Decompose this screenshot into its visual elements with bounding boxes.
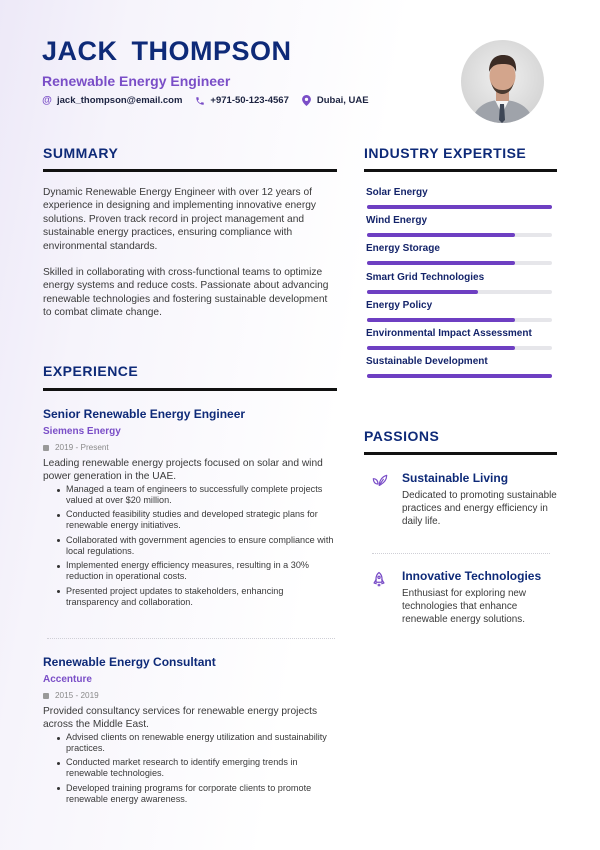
- email-text: jack_thompson@email.com: [57, 95, 183, 106]
- passion-title: Sustainable Living: [402, 471, 509, 485]
- job-company: Accenture: [43, 674, 92, 685]
- expertise-heading: INDUSTRY EXPERTISE: [364, 145, 527, 161]
- summary-heading: SUMMARY: [43, 145, 119, 161]
- skill-item: [366, 243, 552, 271]
- skill-bar-track: [367, 233, 552, 237]
- passions-rule: [364, 452, 557, 455]
- phone-text: +971-50-123-4567: [210, 95, 289, 106]
- job-bullets: [43, 732, 338, 805]
- passion-title: Innovative Technologies: [402, 569, 542, 583]
- skill-item: [366, 272, 552, 300]
- summary-rule: [43, 169, 337, 172]
- job-bullet: Presented project updates to stakeholders, enhancing transparency and collaboration.: [66, 586, 338, 608]
- person-portrait-icon: [461, 40, 544, 123]
- passion-item: [372, 471, 557, 528]
- summary-paragraph-1: Dynamic Renewable Energy Engineer with over 12 years of experience in designing and implementing innovative energy solutions. Proven track record in project management and sustainable energy practices, ensuring compliance with environmental standards.: [43, 187, 316, 252]
- skill-bar-fill: [367, 290, 478, 294]
- skill-item: [366, 187, 552, 215]
- candidate-name: JACK THOMPSON: [42, 36, 292, 66]
- skill-label: Smart Grid Technologies: [366, 271, 485, 283]
- expertise-list: [366, 187, 552, 384]
- skill-label: Energy Storage: [366, 243, 440, 255]
- job-title: Senior Renewable Energy Engineer: [43, 407, 246, 421]
- passions-heading: PASSIONS: [364, 428, 440, 444]
- passion-description: Enthusiast for exploring new technologies that enhance renewable energy solutions.: [402, 588, 527, 625]
- job-dates-text: 2019 - Present: [55, 443, 109, 452]
- skill-label: Sustainable Development: [366, 356, 488, 368]
- job-company: Siemens Energy: [43, 426, 121, 437]
- at-icon: @: [42, 95, 52, 106]
- job-bullet: Implemented energy efficiency measures, resulting in a 30% reduction in operational costs.: [66, 560, 338, 582]
- skill-bar-fill: [367, 205, 552, 209]
- passion-description: Dedicated to promoting sustainable practices and energy efficiency in daily life.: [402, 490, 557, 527]
- rocket-icon: [372, 571, 388, 587]
- skill-item: [366, 300, 552, 328]
- skill-bar-track: [367, 374, 552, 378]
- skill-bar-track: [367, 261, 552, 265]
- skill-item: [366, 356, 552, 384]
- leaves-icon: [372, 473, 388, 489]
- job-bullet: Collaborated with government agencies to ensure compliance with local regulations.: [66, 535, 338, 557]
- job-description: Leading renewable energy projects focused on solar and wind power generation in the UAE.: [43, 458, 323, 482]
- summary-paragraph-2: Skilled in collaborating with cross-functional teams to optimize energy systems and reduce costs. Passionate about advancing renewable technologies and fostering sustainable development to combat climate change.: [43, 267, 329, 319]
- expertise-rule: [364, 169, 557, 172]
- job-bullet: Conducted feasibility studies and developed strategic plans for renewable energy initiatives.: [66, 509, 338, 531]
- location-text: Dubai, UAE: [316, 95, 369, 106]
- job-divider: [47, 638, 335, 639]
- skill-label: Energy Policy: [366, 299, 433, 311]
- job-description: Provided consultancy services for renewable energy projects across the Middle East.: [43, 706, 318, 730]
- passion-item: [372, 569, 557, 626]
- job-entry: [43, 407, 338, 611]
- skill-bar-track: [367, 318, 552, 322]
- contact-email[interactable]: [42, 95, 182, 106]
- skill-bar-fill: [367, 261, 515, 265]
- skill-bar-fill: [367, 233, 515, 237]
- skill-bar-track: [367, 205, 552, 209]
- phone-icon: [195, 96, 205, 106]
- job-bullet: Advised clients on renewable energy utilization and sustainability practices.: [66, 732, 338, 754]
- profile-photo: [461, 40, 544, 123]
- job-dates: [43, 691, 338, 700]
- contact-location: [302, 95, 369, 106]
- skill-item: [366, 328, 552, 356]
- skill-item: [366, 215, 552, 243]
- job-bullet: Conducted market research to identify emerging trends in renewable technologies.: [66, 757, 338, 779]
- calendar-icon: [43, 445, 49, 451]
- experience-heading: EXPERIENCE: [43, 363, 139, 379]
- skill-label: Environmental Impact Assessment: [366, 327, 532, 339]
- contact-row: [42, 95, 382, 106]
- passion-divider: [372, 553, 550, 554]
- candidate-role: Renewable Energy Engineer: [42, 73, 231, 89]
- skill-bar-track: [367, 346, 552, 350]
- job-bullet: Developed training programs for corporate clients to promote renewable energy awareness.: [66, 783, 338, 805]
- skill-bar-fill: [367, 318, 515, 322]
- job-bullet: Managed a team of engineers to successfully complete projects valued at over $20 million.: [66, 484, 338, 506]
- skill-bar-fill: [367, 374, 552, 378]
- skill-label: Wind Energy: [366, 215, 428, 227]
- calendar-icon: [43, 693, 49, 699]
- experience-rule: [43, 388, 337, 391]
- skill-bar-fill: [367, 346, 515, 350]
- skill-bar-track: [367, 290, 552, 294]
- summary-body: [43, 186, 338, 320]
- map-pin-icon: [302, 95, 312, 106]
- job-dates: [43, 443, 338, 452]
- job-entry: [43, 655, 338, 808]
- job-dates-text: 2015 - 2019: [55, 691, 99, 700]
- job-title: Renewable Energy Consultant: [43, 655, 216, 669]
- contact-phone[interactable]: [195, 95, 288, 106]
- skill-label: Solar Energy: [366, 187, 428, 198]
- job-bullets: [43, 484, 338, 608]
